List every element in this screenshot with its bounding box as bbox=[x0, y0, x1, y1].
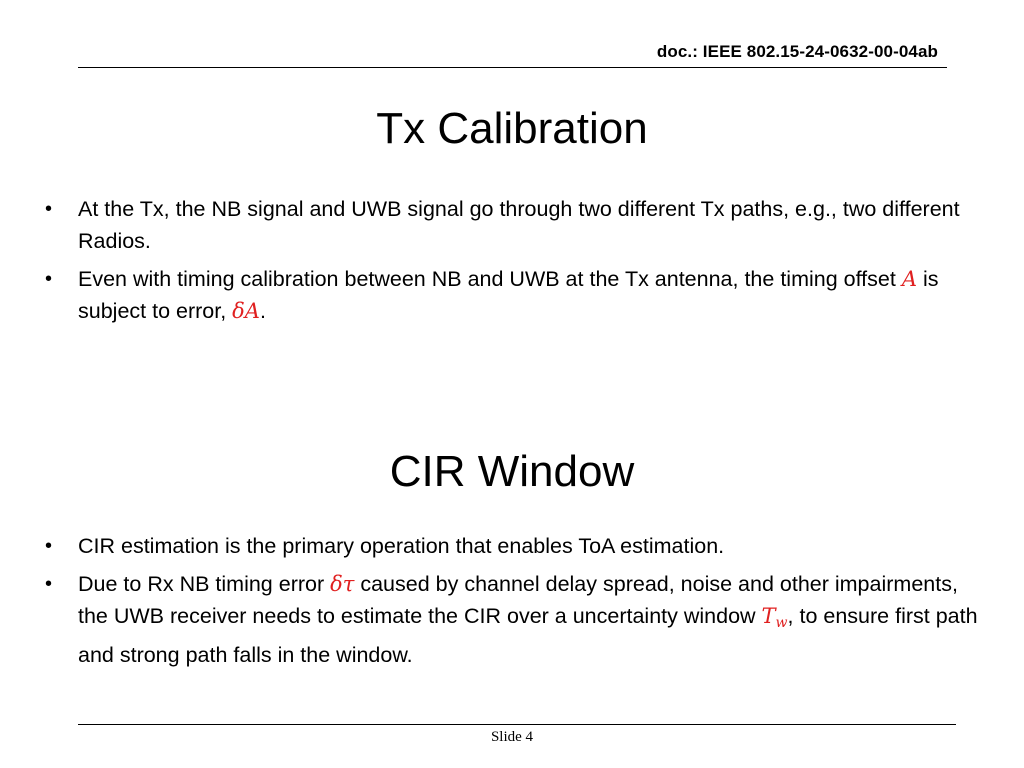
bullet-icon: • bbox=[45, 198, 53, 220]
bullet-text: At the Tx, the NB signal and UWB signal go through two different Tx paths, e.g., two different Radios. bbox=[78, 197, 960, 253]
math-symbol-offset-error: δA bbox=[232, 299, 260, 323]
document-id: doc.: IEEE 802.15-24-0632-00-04ab bbox=[656, 42, 938, 61]
bullet-text: , to ensure first path and strong path falls in the window. bbox=[78, 604, 978, 667]
tx-calibration-bullet-list bbox=[40, 193, 980, 333]
bullet-icon: • bbox=[45, 535, 53, 557]
math-symbol-timing-error: δτ bbox=[330, 572, 355, 596]
math-symbol-window bbox=[761, 604, 788, 631]
bullet-text: is subject to error, bbox=[78, 267, 939, 323]
bullet-text: CIR estimation is the primary operation that enables ToA estimation. bbox=[78, 534, 725, 558]
list-item bbox=[40, 530, 980, 562]
list-item bbox=[40, 568, 980, 671]
math-symbol-window-base: T bbox=[761, 604, 776, 628]
list-item bbox=[40, 193, 980, 257]
bullet-icon: • bbox=[45, 573, 53, 595]
footer-divider bbox=[78, 724, 956, 725]
bullet-text: Even with timing calibration between NB and UWB at the Tx antenna, the timing offset bbox=[78, 267, 902, 291]
math-symbol-offset: A bbox=[901, 267, 917, 291]
bullet-text: Due to Rx NB timing error bbox=[78, 572, 331, 596]
section-title-tx-calibration: Tx Calibration bbox=[376, 104, 648, 153]
cir-window-bullet-list bbox=[40, 530, 980, 677]
bullet-text: . bbox=[259, 299, 266, 323]
bullet-text: caused by channel delay spread, noise and other impairments, the UWB receiver needs to estimate the CIR over a uncertainty window bbox=[78, 572, 958, 628]
section-title-cir-window: CIR Window bbox=[389, 447, 635, 496]
slide-number: Slide 4 bbox=[490, 729, 534, 745]
header-divider bbox=[78, 67, 947, 68]
math-symbol-window-subscript: w bbox=[775, 615, 788, 631]
list-item bbox=[40, 263, 980, 327]
bullet-icon: • bbox=[45, 268, 53, 290]
